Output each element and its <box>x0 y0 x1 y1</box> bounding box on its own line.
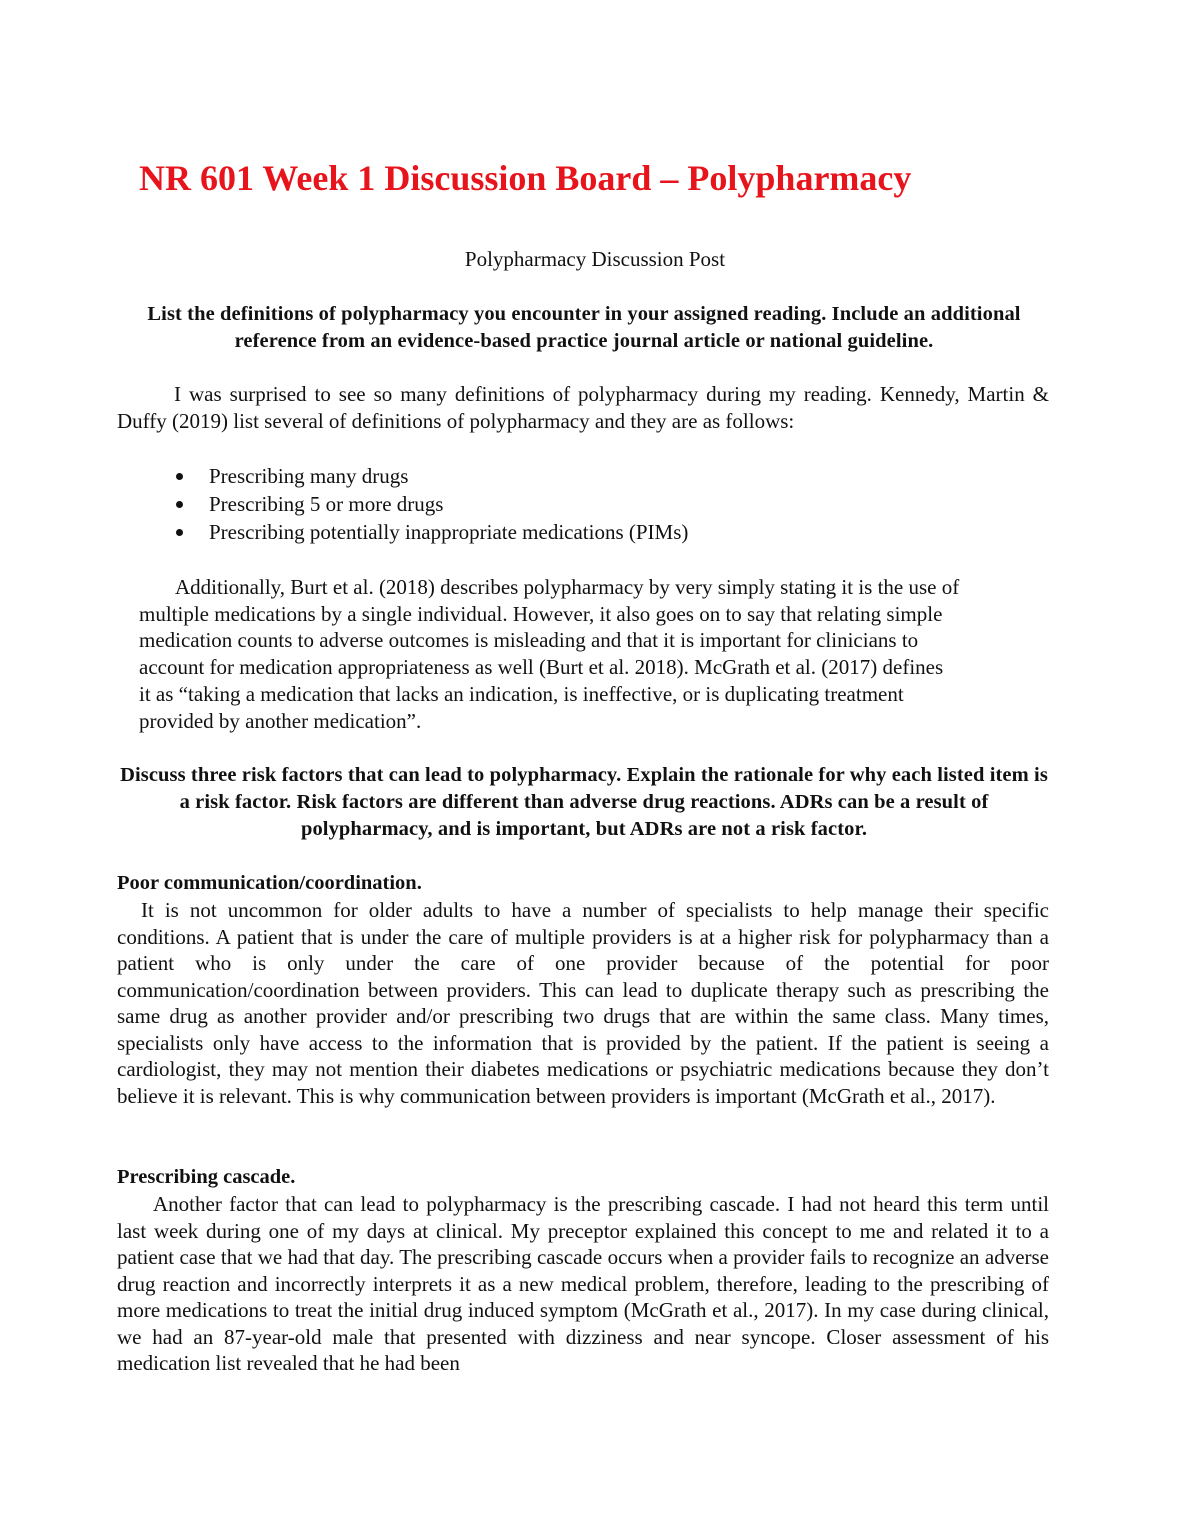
paragraph-line: multiple medications by a single individual. However, it also goes on to say that relating simple <box>139 601 943 626</box>
page-title: NR 601 Week 1 Discussion Board – Polypharmacy <box>139 158 912 198</box>
paragraph-line: provided by another medication”. <box>139 708 422 733</box>
list-item <box>172 462 688 490</box>
list-item <box>172 490 688 518</box>
list-item-text: Prescribing 5 or more drugs <box>209 492 444 516</box>
list-item-text: Prescribing potentially inappropriate medications (PIMs) <box>209 520 689 544</box>
bullet-icon <box>176 473 183 480</box>
paragraph-line: account for medication appropriateness as well (Burt et al. 2018). McGrath et al. (2017) defines <box>139 655 944 680</box>
paragraph-poor-communication: It is not uncommon for older adults to have a number of specialists to help manage their specific conditions. A patient that is under the care of multiple providers is at a higher risk for polypharmacy than a patient who is only under the care of one provider because of the potential for poor communication/coordination between providers. This can lead to duplicate therapy such as prescribing the same drug as another provider and/or prescribing two drugs that are within the same class. Many times, specialists only have access to the information that is provided by the patient. If the patient is seeing a cardiologist, they may not mention their diabetes medications or psychiatric medications because they don’t believe it is relevant. This is why communication between providers is important (McGrath et al., 2017). <box>117 898 1049 1108</box>
heading-prescribing-cascade: Prescribing cascade. <box>117 1166 296 1188</box>
bullet-icon <box>176 529 183 536</box>
heading-poor-communication: Poor communication/coordination. <box>117 872 422 894</box>
question-risk-factors: Discuss three risk factors that can lead to polypharmacy. Explain the rationale for why each listed item is a risk factor. Risk factors are different than adverse drug reactions. ADRs can be a result of polypharmacy, and is important, but ADRs are not a risk factor. <box>120 764 1048 840</box>
list-item <box>172 518 688 546</box>
paragraph-definitions-intro: I was surprised to see so many definitions of polypharmacy during my reading. Kennedy, Martin & Duffy (2019) list several of definitions of polypharmacy and they are as follows: <box>117 382 1049 433</box>
paragraph-line: medication counts to adverse outcomes is misleading and that it is important for clinicians to <box>139 628 919 653</box>
paragraph-line: it as “taking a medication that lacks an indication, is ineffective, or is duplicating treatment <box>139 681 904 706</box>
bullet-icon <box>176 501 183 508</box>
paragraph-prescribing-cascade: Another factor that can lead to polypharmacy is the prescribing cascade. I had not heard this term until last week during one of my days at clinical. My preceptor explained this concept to me and related it to a patient case that we had that day. The prescribing cascade occurs when a provider fails to recognize an adverse drug reaction and incorrectly interprets it as a new medical problem, therefore, leading to the prescribing of more medications to treat the initial drug induced symptom (McGrath et al., 2017). In my case during clinical, we had an 87-year-old male that presented with dizziness and near syncope. Closer assessment of his medication list revealed that he had been <box>117 1192 1049 1375</box>
paragraph-burt-definition <box>139 574 1051 734</box>
paragraph-line: Additionally, Burt et al. (2018) describes polypharmacy by very simply stating it is the use of <box>175 575 960 599</box>
definitions-list <box>172 462 688 546</box>
question-definitions: List the definitions of polypharmacy you encounter in your assigned reading. Include an additional reference from an evidence-based practice journal article or national guideline. <box>147 303 1021 352</box>
document-subtitle: Polypharmacy Discussion Post <box>464 247 726 271</box>
list-item-text: Prescribing many drugs <box>209 464 409 488</box>
